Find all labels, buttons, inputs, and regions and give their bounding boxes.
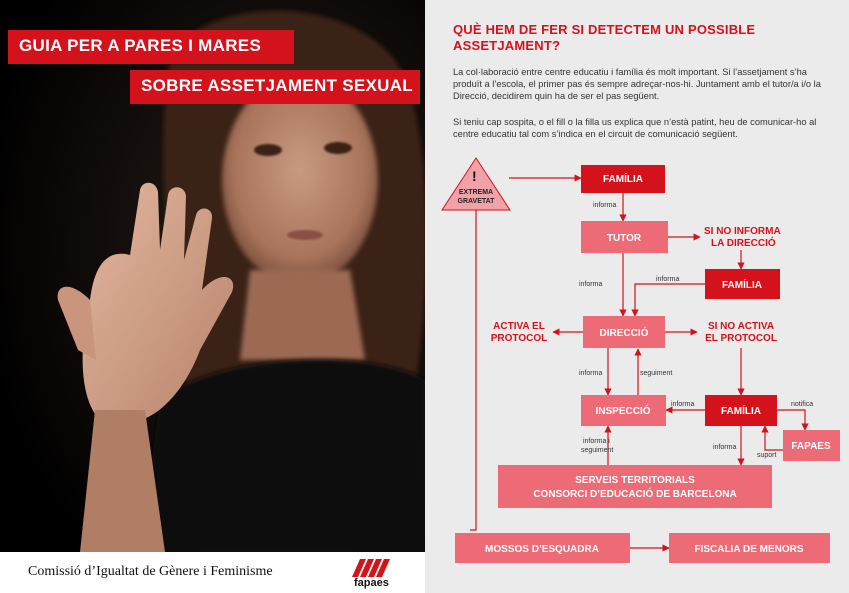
box-direccio-label: DIRECCIÓ <box>599 328 649 339</box>
cover-banner-line1: GUIA PER A PARES I MARES <box>8 30 294 64</box>
committee-name: Comissió d’Igualtat de Gènere i Feminisme <box>28 564 273 579</box>
label-suport: suport <box>757 452 777 459</box>
box-familia-low-label: FAMÍLIA <box>721 406 761 417</box>
warning-exclamation-icon: ! <box>472 168 477 184</box>
label-informa-5: informa <box>671 401 695 408</box>
if-not-informs-line2: LA DIRECCIÓ <box>711 238 776 249</box>
section-title: QUÈ HEM DE FER SI DETECTEM UN POSSIBLE ASSETJAMENT? <box>453 22 756 53</box>
box-fiscalia-label: FISCALIA DE MENORS <box>694 544 804 555</box>
activates-protocol-line2: PROTOCOL <box>490 333 548 344</box>
warning-label-line2: GRAVETAT <box>457 198 495 205</box>
box-fapaes-label: FAPAES <box>791 441 831 452</box>
info-panel <box>425 0 849 593</box>
label-informa-3: informa <box>579 281 603 288</box>
box-serveis-line2: CONSORCI D’EDUCACIÓ DE BARCELONA <box>533 489 737 500</box>
if-not-activates-line1: SI NO ACTIVA <box>707 321 775 332</box>
label-informa-seguiment-line2: seguiment <box>581 447 614 454</box>
label-notifica: notifica <box>791 401 814 408</box>
box-mossos-label: MOSSOS D’ESQUADRA <box>485 544 599 555</box>
box-serveis-line1: SERVEIS TERRITORIALS <box>575 475 695 486</box>
label-informa-4: informa <box>579 370 603 377</box>
label-informa-1: informa <box>593 202 617 209</box>
if-not-activates-line2: EL PROTOCOL <box>705 333 777 344</box>
label-seguiment: seguiment <box>640 370 673 377</box>
box-serveis-territorials <box>498 465 772 508</box>
if-not-informs-line1: SI NO INFORMA <box>704 226 781 237</box>
label-informa-seguiment-line1: informa i <box>583 438 610 445</box>
warning-label-line1: EXTREMA <box>458 189 494 196</box>
fapaes-logo <box>350 555 402 591</box>
cover-footer <box>0 552 425 593</box>
instructions-paragraph: Si teniu cap sospita, o el fill o la filla us explica que n’està patint, heu de comunicar-ho al centre educatiu tal com s’indica en el circuit de comunicació següent. <box>453 117 817 139</box>
box-familia-top-label: FAMÍLIA <box>603 174 643 185</box>
box-familia-mid-label: FAMÍLIA <box>722 280 762 291</box>
activates-protocol-line1: ACTIVA EL <box>493 321 545 332</box>
box-inspeccio-label: INSPECCIÓ <box>595 406 651 417</box>
communication-flowchart <box>425 0 849 593</box>
cover-banner-line2: SOBRE ASSETJAMENT SEXUAL <box>130 70 420 104</box>
logo-wordmark: fapaes <box>354 577 389 589</box>
label-informa-2: informa <box>656 276 680 283</box>
label-informa-6: informa <box>713 444 737 451</box>
box-tutor-label: TUTOR <box>606 233 642 244</box>
intro-paragraph: La col·laboració entre centre educatiu i família és molt important. Si l’assetjament s’ha produït a l’escola, el primer pas és sempre adreçar-nos-hi. Juntament amb el tutor/a i/o la Direcció, decidirem quin ha de ser el pas següent. <box>453 67 821 101</box>
